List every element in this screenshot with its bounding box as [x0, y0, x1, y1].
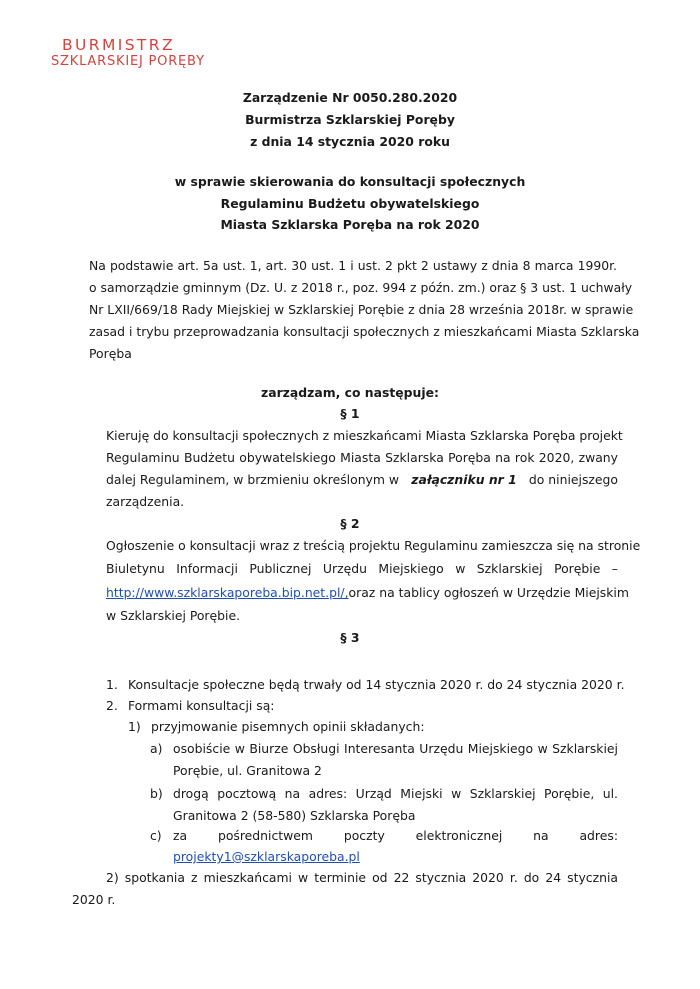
preamble-line: Poręba — [89, 346, 132, 361]
preamble-line: Nr LXII/669/18 Rady Miejskiej w Szklarskiej Porębie z dnia 28 września 2018r. w sprawie — [89, 302, 634, 317]
attachment-reference: załączniku nr 1 — [411, 472, 517, 487]
subject-line-2: Regulaminu Budżetu obywatelskiego — [220, 196, 480, 211]
section-1-heading: § 1 — [340, 406, 360, 421]
section-2-line: Ogłoszenie o konsultacji wraz z treścią projektu Regulaminu zamieszcza się na stronie — [106, 538, 641, 553]
list-item: 2020 r. — [72, 892, 116, 907]
section-3-heading: § 3 — [340, 630, 360, 645]
order-clause: zarządzam, co następuje: — [261, 385, 439, 400]
section-2-line: w Szklarskiej Porębie. — [106, 608, 241, 623]
list-item: Porębie, ul. Granitowa 2 — [173, 763, 322, 778]
section-1-text: do niniejszego — [528, 472, 618, 487]
section-1-line: Regulaminu Budżetu obywatelskiego Miasta Szklarska Poręba na rok 2020, zwany — [106, 450, 618, 465]
issue-date: z dnia 14 stycznia 2020 roku — [250, 134, 450, 149]
list-item: Konsultacje społeczne będą trwały od 14 stycznia 2020 r. do 24 stycznia 2020 r. — [128, 677, 625, 692]
section-1-line — [106, 472, 618, 487]
order-number: Zarządzenie Nr 0050.280.2020 — [242, 90, 458, 105]
section-2-line — [106, 585, 629, 600]
list-letter: b) — [150, 786, 163, 801]
section-1-line: Kieruję do konsultacji społecznych z mieszkańcami Miasta Szklarska Poręba projekt — [106, 428, 623, 443]
issuer: Burmistrza Szklarskiej Poręby — [245, 112, 455, 127]
list-letter: c) — [150, 828, 162, 843]
section-2-heading: § 2 — [340, 516, 360, 531]
email-link[interactable]: projekty1@szklarskaporeba.pl — [173, 849, 360, 864]
preamble-line: Na podstawie art. 5a ust. 1, art. 30 ust. 1 i ust. 2 pkt 2 ustawy z dnia 8 marca 1990r. — [89, 258, 617, 273]
section-2-text: oraz na tablicy ogłoszeń w Urzędzie Miejskim — [348, 585, 629, 600]
list-item: Granitowa 2 (58-580) Szklarska Poręba — [173, 808, 416, 823]
list-item: przyjmowanie pisemnych opinii składanych: — [151, 719, 425, 734]
list-letter: a) — [150, 741, 163, 756]
list-number: 1. — [106, 677, 118, 692]
section-2-line: Biuletynu Informacji Publicznej Urzędu Miejskiego w Szklarskiej Porębie – — [106, 561, 618, 576]
list-number: 2. — [106, 698, 118, 713]
list-number: 1) — [128, 719, 141, 734]
stamp-line-2: SZKLARSKIEJ PORĘBY — [51, 54, 205, 69]
preamble-line: zasad i trybu przeprowadzania konsultacji społecznych z mieszkańcami Miasta Szklarska — [89, 324, 640, 339]
list-item: Formami konsultacji są: — [128, 698, 275, 713]
stamp-line-1: BURMISTRZ — [62, 36, 175, 54]
subject-line-1: w sprawie skierowania do konsultacji społecznych — [174, 174, 526, 189]
list-item: za pośrednictwem poczty elektronicznej na adres: — [173, 828, 618, 843]
section-1-line: zarządzenia. — [106, 494, 185, 509]
bip-link[interactable]: http://www.szklarskaporeba.bip.net.pl/, — [106, 585, 349, 600]
preamble-line: o samorządzie gminnym (Dz. U. z 2018 r., poz. 994 z późn. zm.) oraz § 3 ust. 1 uchwały — [89, 280, 633, 295]
list-item: osobiście w Biurze Obsługi Interesanta Urzędu Miejskiego w Szklarskiej — [173, 741, 618, 756]
list-item: drogą pocztową na adres: Urząd Miejski w Szklarskiej Porębie, ul. — [173, 786, 618, 801]
list-item: 2) spotkania z mieszkańcami w terminie od 22 stycznia 2020 r. do 24 stycznia — [106, 870, 618, 885]
subject-line-3: Miasta Szklarska Poręba na rok 2020 — [220, 217, 480, 232]
section-1-text: dalej Regulaminem, w brzmieniu określonym w — [106, 472, 400, 487]
